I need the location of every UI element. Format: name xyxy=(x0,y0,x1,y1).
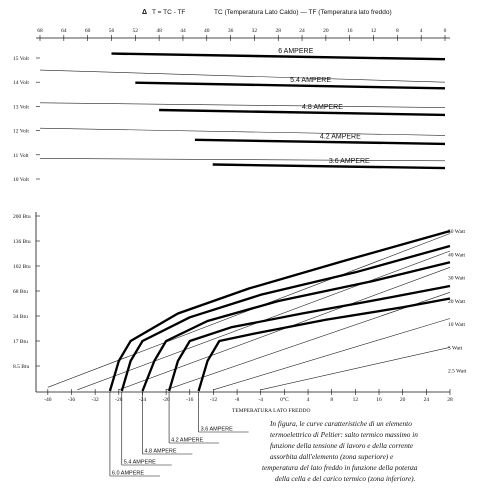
x-tick-label: 68 xyxy=(37,28,43,34)
watt-label: 40 Watt xyxy=(448,252,466,259)
watt-label: 50 Watt xyxy=(448,229,466,235)
caption-line: della cella e del carico termico (zona inferiore). xyxy=(275,474,416,483)
x-tick-label: 0°C xyxy=(280,397,289,403)
watt-label: 10 Watt xyxy=(448,322,466,328)
reference-line xyxy=(40,70,445,85)
top-series xyxy=(112,48,446,168)
x-tick-label: 28 xyxy=(447,397,453,403)
series-label: 6.0 AMPERE xyxy=(111,470,145,477)
bottom-series xyxy=(110,231,450,391)
series-label: 4.8 AMPERE xyxy=(144,448,177,455)
x-tick-label: 12 xyxy=(370,28,377,34)
y-tick-label: 13 Volt xyxy=(13,104,29,111)
x-tick-label: 40 xyxy=(204,28,210,34)
reference-line xyxy=(261,347,450,390)
y-tick-label: 14 Volt xyxy=(13,80,29,87)
reference-line xyxy=(40,103,445,108)
series-label: 6 AMPERE xyxy=(278,47,314,55)
x-tick-label: 44 xyxy=(180,28,186,34)
x-tick-label: 28 xyxy=(275,28,281,34)
watt-label: 5 Watt xyxy=(448,345,463,352)
x-tick-label: -16 xyxy=(186,397,194,403)
watt-label: 2.5 Watt xyxy=(448,368,467,375)
x-tick-label: 48 xyxy=(156,28,162,34)
y-tick-label: 8.5 Btu xyxy=(13,364,30,370)
x-tick-label: -32 xyxy=(91,397,99,403)
y-tick-label: 10 Volt xyxy=(13,177,29,183)
watt-label: 30 Watt xyxy=(448,275,466,282)
y-tick-label: 12 Volt xyxy=(13,128,29,135)
x-tick-label: -12 xyxy=(209,397,218,403)
series-line xyxy=(195,140,445,144)
series-label: 4.2 AMPERE xyxy=(319,133,361,141)
reference-line xyxy=(40,158,445,160)
x-tick-label: 12 xyxy=(352,397,359,403)
x-tick-label: 20 xyxy=(323,28,329,34)
ampere-labels xyxy=(110,392,249,477)
x-tick-label: -36 xyxy=(67,397,76,403)
series-line xyxy=(110,231,450,391)
bottom-x-ticks xyxy=(44,389,453,403)
delta-formula: T = TC - TF xyxy=(152,9,186,16)
y-tick-label: 200 Btu xyxy=(13,214,31,220)
caption-line: termoelettrico di Peltier: salto termico massimo in xyxy=(270,430,418,439)
top-y-ticks xyxy=(13,56,40,183)
x-tick-label: -4 xyxy=(258,397,264,403)
top-x-ticks xyxy=(37,28,446,41)
delta-symbol: Δ xyxy=(142,9,148,16)
temperature-legend: TC (Temperatura Lato Caldo) — TF (Temperatura lato freddo) xyxy=(214,9,392,16)
caption-line: In figura, le curve caratteristiche di un elemento xyxy=(270,419,412,428)
reference-line xyxy=(40,128,445,135)
y-tick-label: 136 Btu xyxy=(13,239,31,245)
series-label: 5.4 AMPERE xyxy=(123,459,156,466)
series-label: 5.4 AMPERE xyxy=(290,77,332,85)
x-tick-label: 60 xyxy=(84,28,91,34)
y-tick-label: 68 Btu xyxy=(13,289,28,295)
caption-line: funzione della tensione di lavoro e della corrente xyxy=(270,441,414,450)
watt-labels xyxy=(448,229,467,375)
x-tick-label: 4 xyxy=(419,28,423,34)
series-label: 4.2 AMPERE xyxy=(171,437,204,444)
x-tick-label: 32 xyxy=(251,28,258,34)
x-tick-label: 52 xyxy=(132,28,139,34)
x-tick-label: 56 xyxy=(108,28,115,34)
caption xyxy=(262,419,418,483)
watt-label: 20 Watt xyxy=(448,298,466,305)
series-line xyxy=(213,165,445,169)
y-tick-label: 102 Btu xyxy=(13,264,31,270)
series-label: 3.6 AMPERE xyxy=(328,157,370,165)
x-tick-label: 16 xyxy=(376,397,382,403)
x-tick-label: -40 xyxy=(44,397,52,403)
series-label: 4.8 AMPERE xyxy=(302,103,343,111)
x-tick-label: 8 xyxy=(395,28,399,34)
x-tick-label: -8 xyxy=(234,397,240,403)
x-tick-label: -20 xyxy=(162,397,170,403)
caption-line: temperatura del lato freddo in funzione della potenza xyxy=(262,463,418,472)
x-tick-label: 4 xyxy=(306,397,310,403)
y-tick-label: 34 Btu xyxy=(13,314,28,320)
bottom-thin-lines xyxy=(48,234,450,390)
y-tick-label: 17 Btu xyxy=(13,339,28,345)
x-tick-label: 64 xyxy=(61,28,67,34)
x-tick-label: 8 xyxy=(330,397,334,403)
x-tick-label: 16 xyxy=(346,28,353,34)
series-label: 3.6 AMPERE xyxy=(200,426,233,433)
x-tick-label: 20 xyxy=(399,397,406,403)
bottom-x-axis-label: TEMPERATURA LATO FREDDO xyxy=(232,408,311,414)
x-tick-label: 24 xyxy=(299,28,305,34)
x-tick-label: -24 xyxy=(138,397,147,403)
y-tick-label: 15 Volt xyxy=(13,56,29,62)
reference-line xyxy=(213,319,450,390)
caption-line: assorbita dall'elemento (zona superiore) e xyxy=(270,452,394,461)
x-tick-label: -28 xyxy=(115,397,123,403)
x-tick-label: 36 xyxy=(227,28,234,34)
y-tick-label: 11 Volt xyxy=(13,152,29,159)
x-tick-label: 24 xyxy=(423,397,430,403)
x-tick-label: 0 xyxy=(443,28,447,34)
